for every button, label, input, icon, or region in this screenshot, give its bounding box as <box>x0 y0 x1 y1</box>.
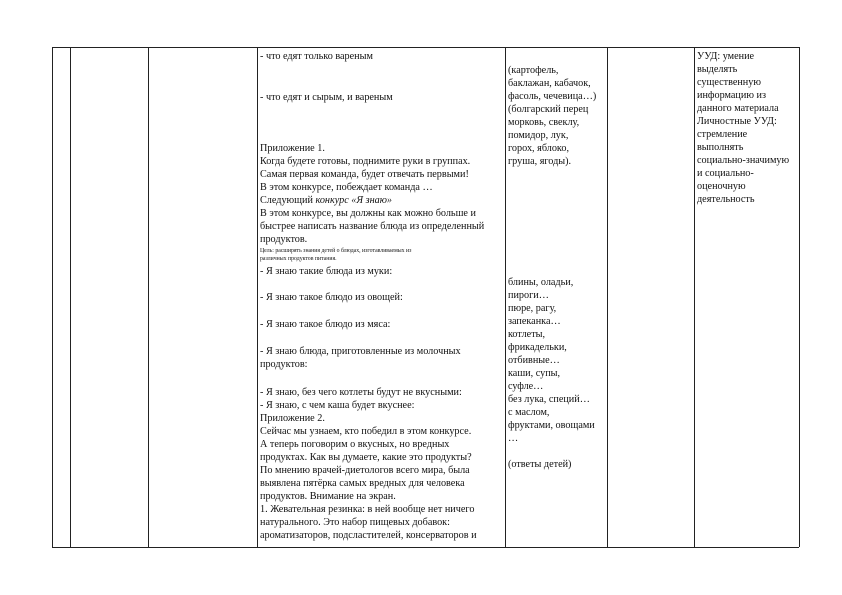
table-bottom-border <box>52 547 799 548</box>
uud-line: существенную <box>697 77 761 88</box>
answer-line: котлеты, <box>508 329 546 340</box>
activity-text: Следующий <box>260 195 313 206</box>
activity-line: выявлена пятёрка самых вредных для человека <box>260 478 465 489</box>
answer-line: запеканка… <box>508 316 561 327</box>
uud-line: социально-значимую <box>697 155 790 166</box>
activity-line: - Я знаю такие блюда из муки: <box>260 266 393 277</box>
column-divider-4 <box>257 47 258 547</box>
uud-line: данного материала <box>697 103 779 114</box>
activity-line: Сейчас мы узнаем, кто победил в этом конкурсе. <box>260 426 472 437</box>
uud-line: УУД: умение <box>697 51 755 62</box>
answer-line: пироги… <box>508 290 549 301</box>
activity-line: 1. Жевательная резинка: в ней вообще нет ничего <box>260 504 475 515</box>
answer-line: баклажан, кабачок, <box>508 78 591 89</box>
answer-line: с маслом, <box>508 407 550 418</box>
answer-line: каши, супы, <box>508 368 561 379</box>
activity-line: В этом конкурсе, вы должны как можно больше и <box>260 208 476 219</box>
column-divider-5 <box>505 47 506 547</box>
answer-line: (ответы детей) <box>508 459 572 470</box>
answer-line: груша, ягоды). <box>508 156 572 167</box>
activity-line: - Я знаю блюда, приготовленные из молочных <box>260 346 461 357</box>
activity-line: Когда будете готовы, поднимите руки в группах. <box>260 156 471 167</box>
column-divider-8 <box>799 47 800 547</box>
answer-line: блины, оладьи, <box>508 277 574 288</box>
activity-line: натурального. Это набор пищевых добавок: <box>260 517 450 528</box>
goal-note-line: различных продуктов питания. <box>260 256 337 262</box>
activity-line: - что едят только вареным <box>260 51 373 62</box>
activity-line: ароматизаторов, подсластителей, консерваторов и <box>260 530 477 541</box>
uud-line: Личностные УУД: <box>697 116 777 127</box>
activity-line: продуктов: <box>260 359 308 370</box>
activity-line <box>260 195 392 207</box>
uud-line: выполнять <box>697 142 744 153</box>
activity-line: По мнению врачей-диетологов всего мира, была <box>260 465 470 476</box>
activity-line: - Я знаю такое блюдо из мяса: <box>260 319 391 330</box>
table-top-border <box>52 47 799 48</box>
activity-line: В этом конкурсе, побеждает команда … <box>260 182 433 193</box>
activity-line: - Я знаю, без чего котлеты будут не вкусными: <box>260 387 462 398</box>
uud-line: деятельность <box>697 194 755 205</box>
answer-line: без лука, специй… <box>508 394 590 405</box>
activity-line: продуктов. Внимание на экран. <box>260 491 396 502</box>
activity-line: Самая первая команда, будет отвечать первыми! <box>260 169 469 180</box>
answer-line: фрикадельки, <box>508 342 567 353</box>
activity-line: Приложение 2. <box>260 413 325 424</box>
activity-line: продуктах. Как вы думаете, какие это продукты? <box>260 452 472 463</box>
column-divider-2 <box>70 47 71 547</box>
answer-line: … <box>508 433 519 444</box>
answer-line: (болгарский перец <box>508 104 589 115</box>
answer-line: фасоль, чечевица…) <box>508 91 597 102</box>
uud-line: выделять <box>697 64 738 75</box>
contest-title: конкурс «Я знаю» <box>315 195 393 206</box>
answer-line: суфле… <box>508 381 544 392</box>
goal-note-line: Цель: расширять знания детей о блюдах, изготавливаемых из <box>260 248 412 254</box>
answer-line: фруктами, овощами <box>508 420 595 431</box>
uud-line: стремление <box>697 129 748 140</box>
uud-line: оценочную <box>697 181 746 192</box>
activity-line: А теперь поговорим о вкусных, но вредных <box>260 439 450 450</box>
activity-line: Приложение 1. <box>260 143 325 154</box>
uud-line: и социально- <box>697 168 754 179</box>
answer-line: морковь, свеклу, <box>508 117 580 128</box>
activity-line: - Я знаю такое блюдо из овощей: <box>260 292 403 303</box>
answer-line: горох, яблоко, <box>508 143 570 154</box>
answer-line: (картофель, <box>508 65 559 76</box>
column-divider-3 <box>148 47 149 547</box>
answer-line: пюре, рагу, <box>508 303 557 314</box>
activity-line: - Я знаю, с чем каша будет вкуснее: <box>260 400 415 411</box>
answer-line: помидор, лук, <box>508 130 569 141</box>
activity-line: быстрее написать название блюда из определенный <box>260 221 485 232</box>
activity-line: продуктов. <box>260 234 308 245</box>
answer-line: отбивные… <box>508 355 560 366</box>
uud-line: информацию из <box>697 90 766 101</box>
activity-line: - что едят и сырым, и вареным <box>260 92 393 103</box>
column-divider-6 <box>607 47 608 547</box>
column-divider-1 <box>52 47 53 547</box>
column-divider-7 <box>694 47 695 547</box>
